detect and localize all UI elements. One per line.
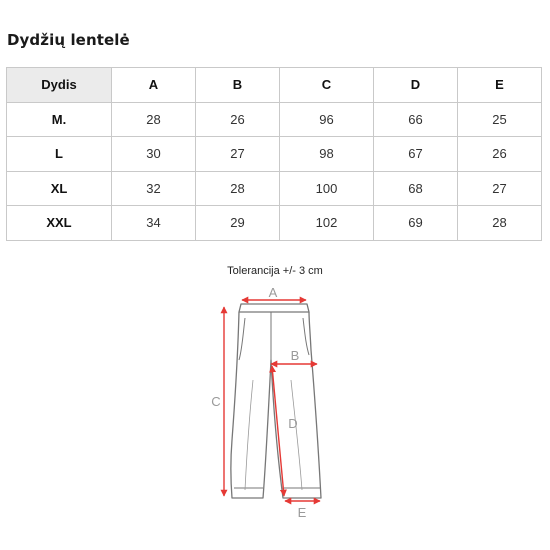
column-header: E xyxy=(458,68,542,103)
table-cell: 25 xyxy=(458,102,542,137)
table-cell: 28 xyxy=(458,206,542,241)
table-cell: 102 xyxy=(280,206,374,241)
table-cell: 100 xyxy=(280,171,374,206)
table-cell: 67 xyxy=(374,137,458,172)
table-row xyxy=(7,171,542,206)
table-cell: 29 xyxy=(196,206,280,241)
table-cell: 68 xyxy=(374,171,458,206)
measurement-d-label: D xyxy=(288,416,298,431)
column-header: D xyxy=(374,68,458,103)
measurement-b-label: B xyxy=(290,348,300,363)
table-cell: 26 xyxy=(196,102,280,137)
table-cell: 66 xyxy=(374,102,458,137)
table-cell: 98 xyxy=(280,137,374,172)
table-cell: 27 xyxy=(458,171,542,206)
table-cell: 69 xyxy=(374,206,458,241)
table-header-row xyxy=(7,68,542,103)
table-cell: 34 xyxy=(112,206,196,241)
table-cell: 30 xyxy=(112,137,196,172)
table-cell: 28 xyxy=(196,171,280,206)
tolerance-note: Tolerancija +/- 3 cm xyxy=(227,265,323,277)
table-cell: 32 xyxy=(112,171,196,206)
size-table xyxy=(6,67,542,241)
table-row xyxy=(7,206,542,241)
measurement-e-label: E xyxy=(297,505,307,520)
column-header: B xyxy=(196,68,280,103)
size-cell: M. xyxy=(7,102,112,137)
table-cell: 96 xyxy=(280,102,374,137)
pants-measurement-diagram xyxy=(205,280,340,520)
size-cell: L xyxy=(7,137,112,172)
size-cell: XL xyxy=(7,171,112,206)
measurement-a-label: A xyxy=(268,285,278,300)
measurement-c-label: C xyxy=(211,394,221,409)
measurement-d-arrow xyxy=(272,366,284,496)
table-cell: 27 xyxy=(196,137,280,172)
table-row xyxy=(7,102,542,137)
column-header: C xyxy=(280,68,374,103)
table-cell: 28 xyxy=(112,102,196,137)
size-cell: XXL xyxy=(7,206,112,241)
table-cell: 26 xyxy=(458,137,542,172)
page-title: Dydžių lentelė xyxy=(7,31,130,49)
column-header: A xyxy=(112,68,196,103)
column-header: Dydis xyxy=(7,68,112,103)
table-row xyxy=(7,137,542,172)
